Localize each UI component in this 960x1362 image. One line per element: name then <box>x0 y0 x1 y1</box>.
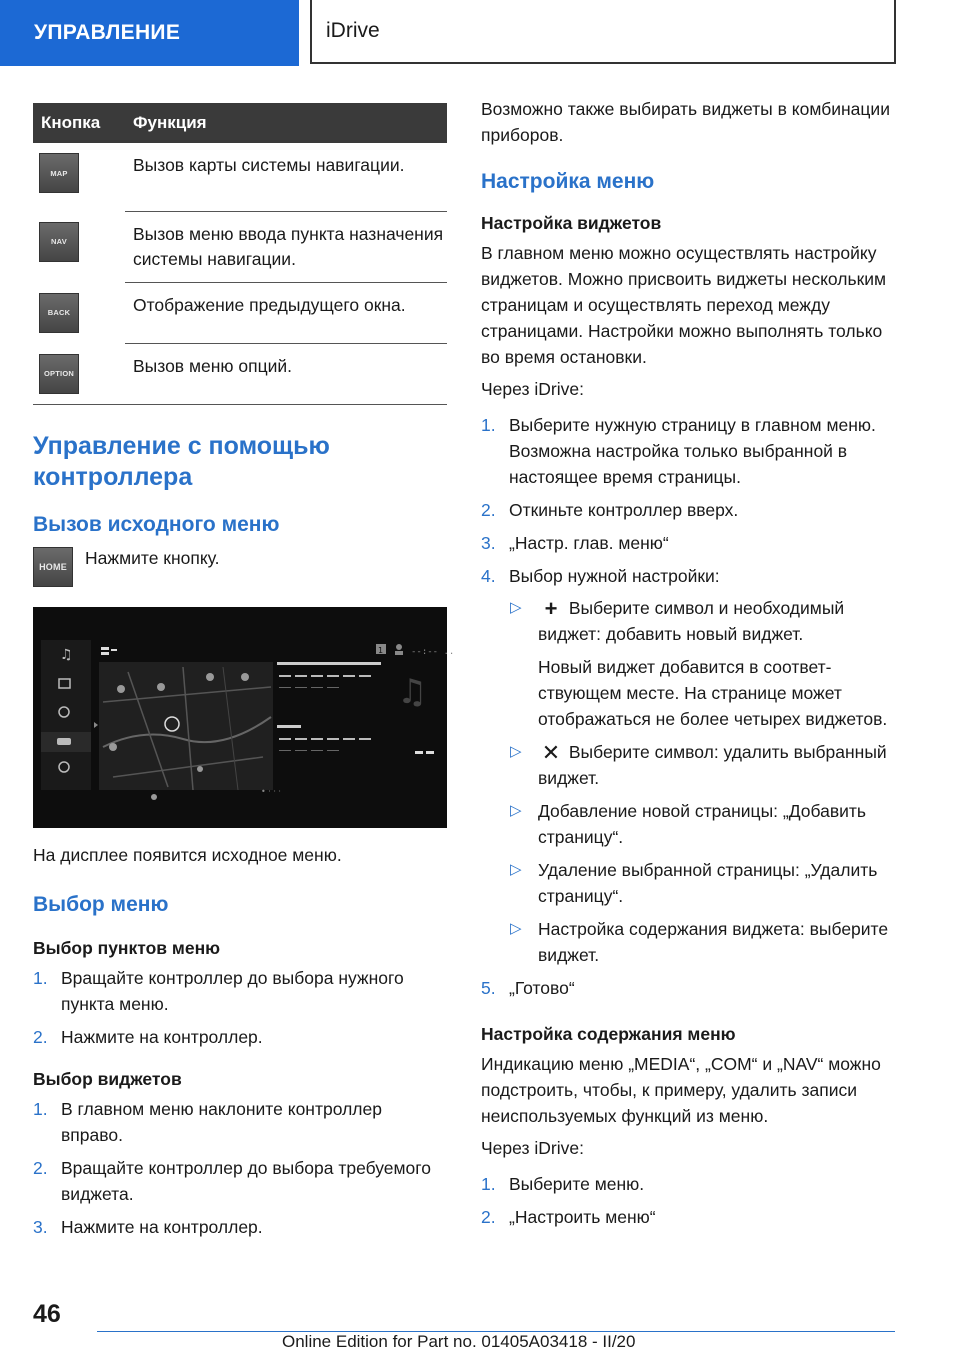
home-text: Нажмите кнопку. <box>85 548 220 568</box>
home-menu-screenshot <box>33 607 455 828</box>
home-instruction <box>33 547 447 587</box>
heading-menu-setup: Настройка меню <box>481 170 655 193</box>
list-item: 2. Вращайте контроллер до выбора требуемого виджета. <box>33 1158 432 1204</box>
list-item: 3. „Настр. глав. меню“ <box>481 533 669 553</box>
menu-items-steps <box>33 965 447 1050</box>
screen-page-indicator: 1 <box>378 646 384 655</box>
home-button-icon: HOME <box>33 547 73 587</box>
list-item: 5. „Готово“ <box>481 978 575 998</box>
via-idrive-2: Через iDrive: <box>481 1138 584 1158</box>
list-item: 3. Нажмите на контроллер. <box>33 1217 263 1237</box>
nav-button-icon: NAV <box>39 222 79 262</box>
table-cell-function: Отображение предыдущего окна. <box>125 283 447 344</box>
menu-content-steps <box>481 1171 895 1230</box>
table-row <box>33 143 447 212</box>
via-idrive: Через iDrive: <box>481 379 584 399</box>
heading-home-menu: Вызов исходного меню <box>33 513 280 536</box>
list-item: 1. В главном меню наклоните контроллер вправо. <box>33 1099 382 1145</box>
screen-page-dots: • · · · <box>261 787 281 796</box>
svg-text:♫: ♫ <box>397 672 428 712</box>
table-row <box>33 212 447 283</box>
map-button-icon: MAP <box>39 153 79 193</box>
svg-text:♫: ♫ <box>60 647 73 663</box>
list-item: 1. Выберите нужную страницу в главном меню. Возможна настройка только выбранной в настоящее время страницы. <box>481 415 876 487</box>
heading-menu-select: Выбор меню <box>33 893 169 916</box>
left-column <box>33 103 455 1247</box>
back-button-icon: BACK <box>39 293 79 333</box>
table-header-button: Кнопка <box>33 103 125 143</box>
subheading-widget-setup: Настройка виджетов <box>481 213 662 233</box>
table-row <box>33 283 447 344</box>
list-item: ▷ + Выберите символ и необходимый виджет: добавить новый виджет. Новый виджет добавится в соответствующем месте. На странице может отображаться не более четырех виджетов. <box>509 595 895 732</box>
section-title: УПРАВЛЕНИЕ <box>34 21 181 44</box>
home-menu-result: На дисплее появится исходное меню. <box>33 845 342 865</box>
list-item: 2. „Настроить меню“ <box>481 1207 656 1227</box>
idrive-screen-image <box>33 607 455 828</box>
list-item: ▷ Добавление новой страницы: „Добавить страницу“. <box>510 801 867 847</box>
screen-time-readout: --:-- .. <box>411 647 455 657</box>
widget-steps <box>33 1096 447 1240</box>
list-item: ▷ ✕ Выберите символ: удалить выбранный виджет. <box>510 740 887 788</box>
intro-text: Возможно также выбирать виджеты в комбинации приборов. <box>481 99 890 145</box>
widget-setup-steps <box>481 412 895 1001</box>
heading-controller: Управление с помощью контроллера <box>33 432 330 491</box>
subheading-menu-content: Настройка содержания меню <box>481 1024 736 1044</box>
button-function-table <box>33 103 447 405</box>
list-item: ▷ Настройка содержания виджета: выберите виджет. <box>510 919 889 965</box>
table-header-function: Функция <box>125 103 447 143</box>
right-column <box>481 96 895 1237</box>
list-item: 4. Выбор нужной настройки: ▷ + Выберите символ и необходимый виджет: добавить новый виджет. Новый виджет добавится в соответствующем месте. На странице может отображаться не более четырех виджетов. ▷ ✕ Выберите символ: удалить выбранный виджет. ▷ Добавление новой страницы: „Добавить страницу“. ▷ Удаление выбранной страницы: „Удалить страницу“. ▷ Настройка содержания виджета: выберите виджет. <box>481 563 895 968</box>
page-number: 46 <box>33 1300 61 1328</box>
section-tab <box>0 0 299 66</box>
table-row <box>33 344 447 405</box>
table-cell-function: Вызов карты системы навигации. <box>125 143 447 212</box>
table-cell-function: Вызов меню ввода пункта назначения системы навигации. <box>125 212 447 283</box>
subheading-menu-items: Выбор пунктов меню <box>33 938 221 958</box>
chapter-tab <box>310 0 896 64</box>
widget-setup-text: В главном меню можно осуществлять настройку виджетов. Можно присвоить виджеты нескольким страницам и осуществлять переход между страницами. Настройки можно выполнять только во время остановки. <box>481 243 887 367</box>
list-item: 2. Откиньте контроллер вверх. <box>481 500 739 520</box>
close-icon: ✕ <box>541 740 561 765</box>
plus-icon: + <box>544 596 558 621</box>
list-item: ▷ Удаление выбранной страницы: „Удалить страницу“. <box>510 860 878 906</box>
list-item: 1. Выберите меню. <box>481 1174 645 1194</box>
setting-options <box>509 595 895 968</box>
option-button-icon: OPTION <box>39 354 79 394</box>
subheading-widgets: Выбор виджетов <box>33 1069 182 1089</box>
menu-content-text: Индикацию меню „MEDIA“, „COM“ и „NAV“ можно подстроить, чтобы, к примеру, удалить записи неиспользуемых функций из меню. <box>481 1054 881 1126</box>
table-cell-function: Вызов меню опций. <box>125 344 447 405</box>
list-item: 1. Вращайте контроллер до выбора нужного пункта меню. <box>33 968 404 1014</box>
add-widget-note: Новый виджет добавится в соответствующем месте. На странице может отображаться не более четырех виджетов. <box>538 657 888 729</box>
list-item: 2. Нажмите на контроллер. <box>33 1027 263 1047</box>
chapter-title: iDrive <box>326 19 380 42</box>
footer-edition: Online Edition for Part no. 01405A03418 - II/20 <box>282 1332 636 1351</box>
